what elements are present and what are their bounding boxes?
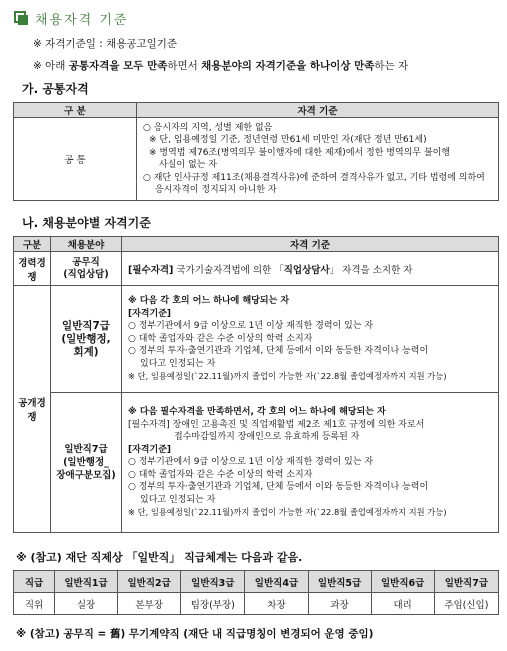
field-counselor: 공무직 (직업상담) (51, 252, 122, 286)
field-general-admin: 일반직7급 (일반행정, 회계) (51, 286, 122, 393)
criteria-line: ※ 다음 각 호의 어느 하나에 해당되는 자 (128, 296, 290, 307)
grade-value: 실장 (55, 593, 118, 615)
grade-header: 일반직1급 (55, 571, 118, 593)
criteria-line: ○ 재단 인사규정 제11조(채용결격사유)에 준하여 결격사유가 없고, 기타 법령에 의하여 (143, 172, 485, 183)
col-header-type: 구분 (14, 237, 51, 252)
criteria-line: ○ 정부기관에서 9급 이상으로 1년 이상 재직한 경력이 있는 자 (128, 321, 374, 332)
criteria-line: 응시자격이 정지되지 아니한 자 (155, 185, 277, 195)
common-qualification-table (13, 102, 499, 201)
criteria-line: ※ 다음 필수자격을 만족하면서, 각 호의 어느 하나에 해당되는 자 (128, 407, 386, 418)
col-header-category: 구 분 (14, 103, 137, 118)
criteria-line: ○ 대학 졸업자와 같은 수준 이상의 학력 소지자 (128, 333, 313, 344)
criteria-line: ○ 대학 졸업자와 같은 수준 이상의 학력 소지자 (128, 469, 313, 480)
disability-criteria (122, 393, 499, 533)
criteria-line: ※ 병역법 제76조(병역의무 불이행자에 대한 제재)에서 정한 병역의무 불이행 (149, 147, 451, 158)
criteria-line: ○ 정부의 투자·출연기관과 기업체, 단체 등에서 이와 동등한 자격이나 능력이 (128, 482, 429, 493)
grade-value: 과장 (308, 593, 371, 615)
grade-table (13, 570, 499, 615)
grade-header: 일반직2급 (118, 571, 181, 593)
category-open: 공개경쟁 (14, 286, 51, 533)
criteria-line: 있다고 인정되는 자 (140, 358, 216, 369)
grade-value: 직위 (14, 593, 55, 615)
criteria-line: 있다고 인정되는 자 (140, 494, 216, 505)
criteria-line: 접수마감일까지 장애인으로 유효하게 등록된 자 (174, 432, 360, 443)
section-a-heading: 가. 공통자격 (22, 82, 89, 96)
common-criteria-cell (137, 118, 499, 201)
reference-note-contract: ※ (참고) 공무직 = 舊) 무기계약직 (재단 내 직급명칭이 변경되어 운영 중임) (16, 628, 374, 640)
category-career: 경력경쟁 (14, 252, 51, 286)
grade-value: 본부장 (118, 593, 181, 615)
reference-note-grades: ※ (참고) 재단 직제상 「일반직」 직급체계는 다음과 같음. (16, 551, 303, 564)
grade-value: 차장 (245, 593, 308, 615)
note-criteria-date: ※ 자격기준일 : 채용공고일기준 (33, 38, 178, 50)
criteria-line: ○ 정부의 투자·출연기관과 기업체, 단체 등에서 이와 동등한 자격이나 능력이 (128, 346, 429, 357)
criteria-line: ○ 응시자의 지역, 성별 제한 없음 (143, 122, 273, 133)
grade-header: 일반직7급 (434, 571, 498, 593)
note-requirement: ※ 아래 공통자격을 모두 만족하면서 채용분야의 자격기준을 하나이상 만족하는 자 (33, 60, 409, 72)
counselor-criteria: [필수자격] 국가기술자격법에 의한 「직업상담사」 자격을 소지한 자 (122, 252, 499, 286)
col-header-field: 채용분야 (51, 237, 122, 252)
grade-value: 팀장(부장) (181, 593, 245, 615)
grade-value: 주임(신입) (434, 593, 498, 615)
criteria-line: ※ 단, 임용예정일(`22.11월)까지 졸업이 가능한 자(`22.8월 졸업예정자까지 지원 가능) (128, 371, 447, 382)
grade-header: 일반직6급 (371, 571, 434, 593)
general-admin-criteria (122, 286, 499, 393)
criteria-line: [필수자격] 장애인 고용촉진 및 직업재활법 제2조 제1호 규정에 의한 자로서 (128, 419, 425, 430)
criteria-line: 사실이 없는 자 (159, 160, 217, 170)
criteria-line: ※ 단, 임용예정일(`22.11월)까지 졸업이 가능한 자(`22.8월 졸업예정자까지 지원 가능) (128, 507, 447, 518)
grade-header: 일반직5급 (308, 571, 371, 593)
page-title-row (14, 8, 128, 28)
criteria-line: ※ 단, 임용예정일 기준, 정년연령 만61세 미만인 자(재단 정년 만61세) (149, 135, 427, 145)
field-qualification-table (13, 236, 499, 533)
grade-header: 일반직3급 (181, 571, 245, 593)
grade-value: 대리 (371, 593, 434, 615)
grade-header: 직급 (14, 571, 55, 593)
col-header-criteria: 자격 기준 (122, 237, 499, 252)
criteria-line: [자격기준] (128, 444, 172, 455)
criteria-line: ○ 정부기관에서 9급 이상으로 1년 이상 재직한 경력이 있는 자 (128, 457, 374, 468)
field-disability: 일반직7급 (일반행정_ 장애구분모집) (51, 393, 122, 533)
section-square-icon (14, 11, 28, 25)
page-title: 채용자격 기준 (35, 12, 129, 28)
grade-header: 일반직4급 (245, 571, 308, 593)
section-b-heading: 나. 채용분야별 자격기준 (22, 216, 151, 230)
criteria-line: [자격기준] (128, 308, 172, 319)
col-header-criteria: 자격 기준 (137, 103, 499, 118)
row-label-common: 공 통 (14, 118, 137, 201)
